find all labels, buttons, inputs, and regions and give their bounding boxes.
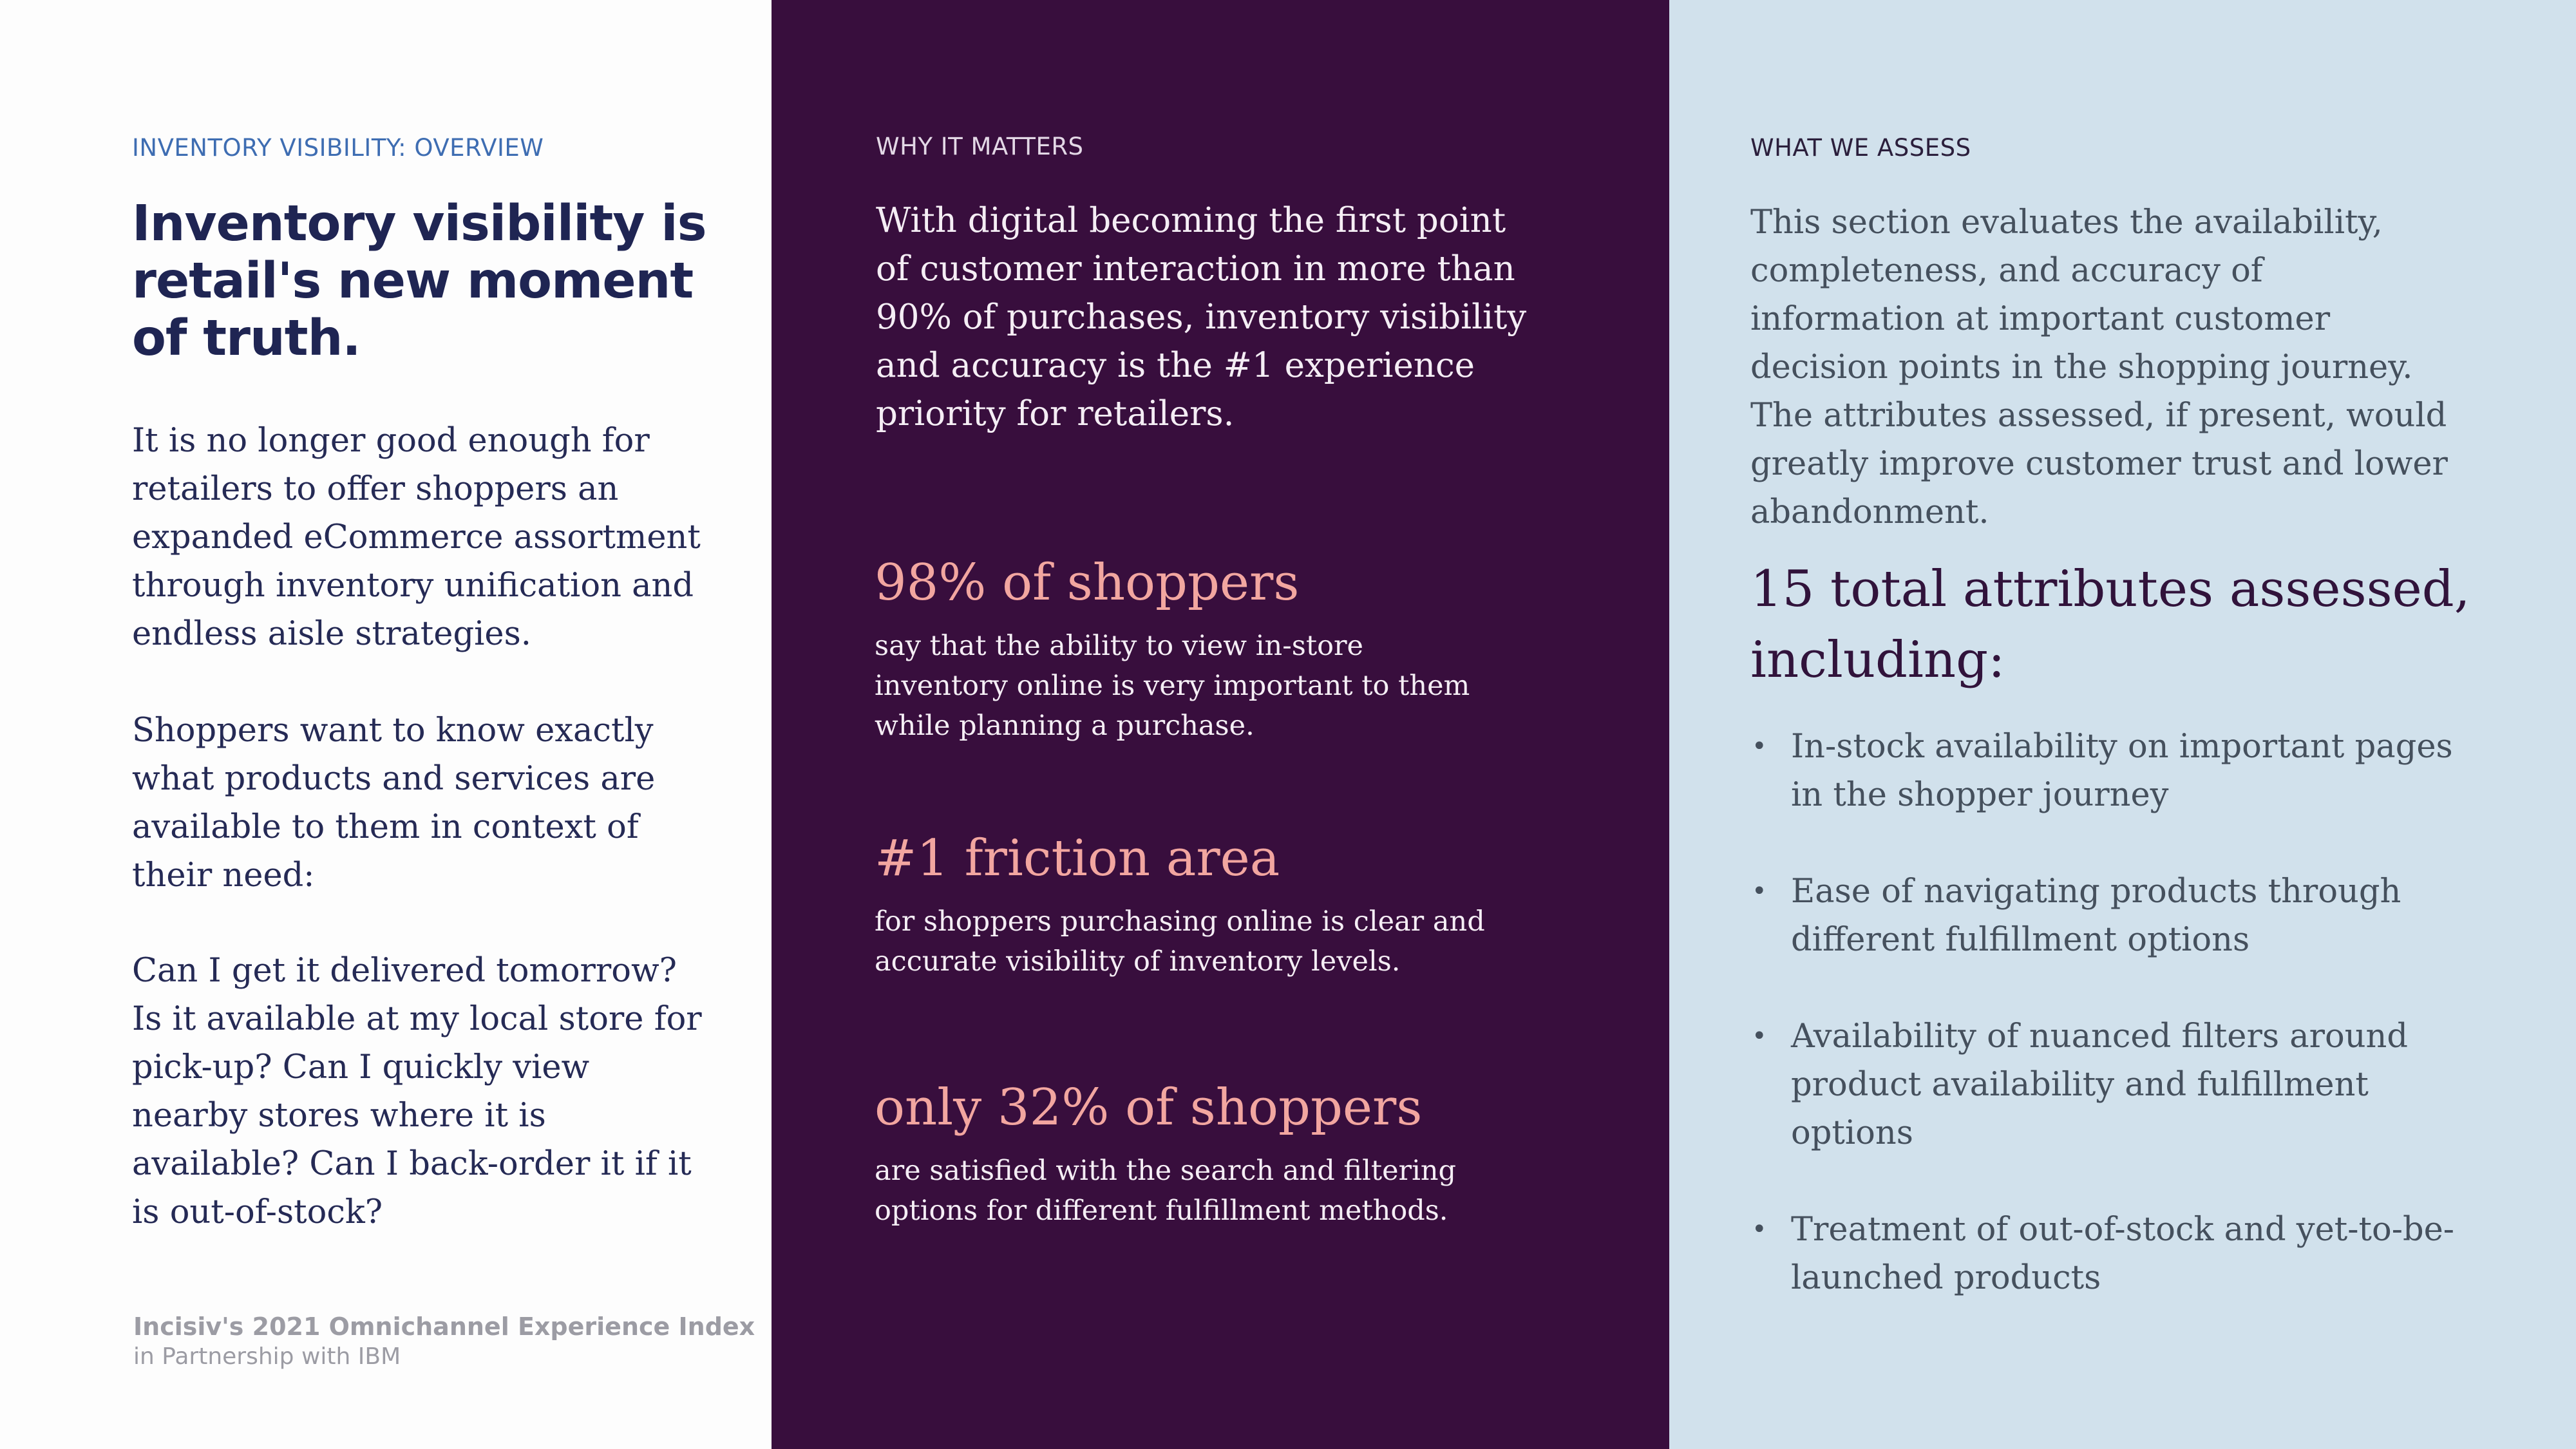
list-item-text: Treatment of out-of-stock and yet-to-be-launched products bbox=[1791, 1211, 2455, 1297]
overview-column bbox=[0, 0, 772, 1449]
bullet-icon: • bbox=[1752, 1215, 1767, 1244]
why-it-matters-eyebrow: WHY IT MATTERS bbox=[876, 133, 1084, 160]
list-item bbox=[1750, 723, 2465, 819]
overview-paragraph: Shoppers want to know exactly what products and services are available to them in context of their need: bbox=[132, 712, 656, 895]
bullet-icon: • bbox=[1752, 732, 1767, 761]
stat-headline: only 32% of shoppers bbox=[875, 1079, 1423, 1137]
overview-paragraph: It is no longer good enough for retailers to offer shoppers an expanded eCommerce assortment through inventory unification and endless aisle strategies. bbox=[132, 422, 701, 653]
list-item-text: In-stock availability on important pages in the shopper journey bbox=[1791, 728, 2453, 814]
what-we-assess-intro: This section evaluates the availability, completeness, and accuracy of information at important customer decision points in the shopping journey. The attributes assessed, if present, would greatly improve customer trust and lower abandonment. bbox=[1750, 204, 2448, 531]
list-item-text: Ease of navigating products through different fulfillment options bbox=[1791, 873, 2401, 959]
list-item bbox=[1750, 1206, 2465, 1302]
bullet-icon: • bbox=[1752, 1021, 1767, 1051]
attributes-list bbox=[1750, 723, 2465, 1350]
list-item bbox=[1750, 867, 2465, 964]
bullet-icon: • bbox=[1752, 876, 1767, 906]
footer-partner: in Partnership with IBM bbox=[133, 1343, 401, 1370]
list-item bbox=[1750, 1012, 2465, 1157]
stat-description: are satisfied with the search and filtering options for different fulfillment methods. bbox=[875, 1155, 1457, 1227]
list-item-text: Availability of nuanced filters around product availability and fulfillment options bbox=[1791, 1018, 2409, 1152]
stat-description: say that the ability to view in-store inventory online is very important to them while planning a purchase. bbox=[875, 630, 1470, 742]
stat-description: for shoppers purchasing online is clear and accurate visibility of inventory levels. bbox=[875, 905, 1485, 978]
stat-headline: 98% of shoppers bbox=[875, 554, 1300, 612]
overview-eyebrow: INVENTORY VISIBILITY: OVERVIEW bbox=[132, 134, 544, 162]
attributes-subhead: 15 total attributes assessed, including: bbox=[1750, 560, 2470, 689]
footer-brand: Incisiv's 2021 Omnichannel Experience Index bbox=[133, 1312, 755, 1341]
overview-headline: Inventory visibility is retail's new moment of truth. bbox=[132, 195, 706, 367]
overview-questions: Can I get it delivered tomorrow? Is it available at my local store for pick-up? Can I quickly view nearby stores where it is available? Can I back-order it if it is out-of-stock? bbox=[132, 952, 702, 1231]
stat-headline: #1 friction area bbox=[875, 829, 1280, 887]
what-we-assess-eyebrow: WHAT WE ASSESS bbox=[1750, 134, 1971, 162]
why-it-matters-intro: With digital becoming the first point of customer interaction in more than 90% of purchases, inventory visibility and accuracy is the #1 experience priority for retailers. bbox=[876, 201, 1527, 433]
